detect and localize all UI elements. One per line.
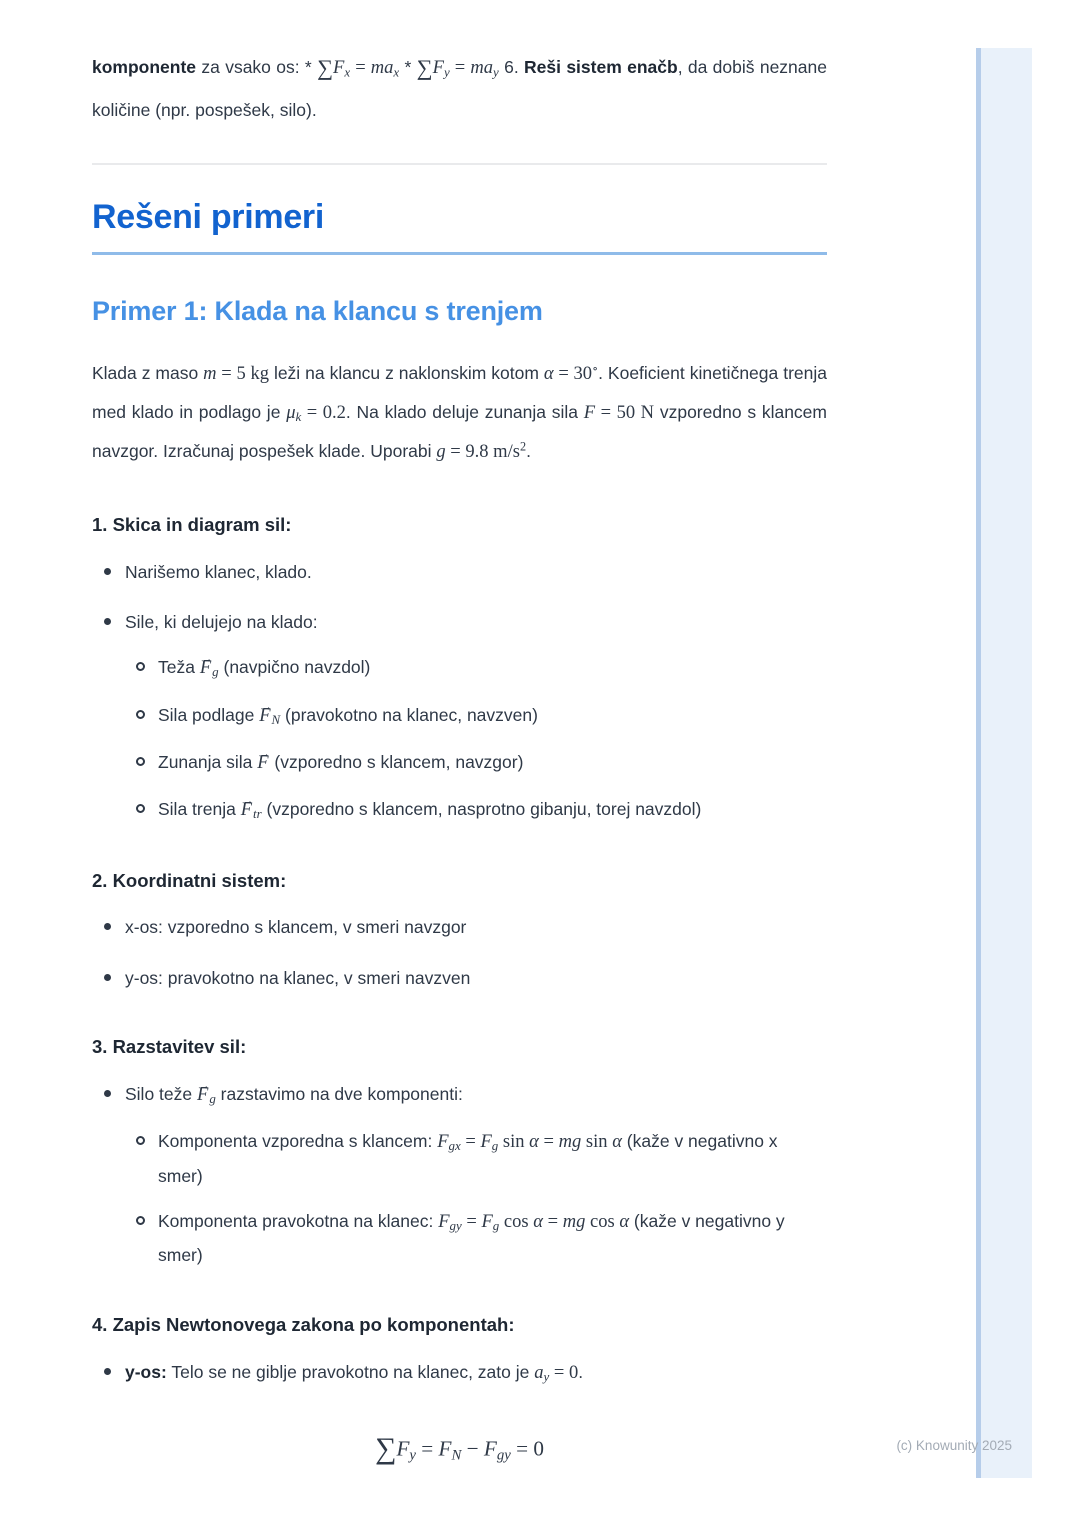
bullet-text: Sile, ki delujejo na klado: [125, 611, 318, 632]
document-content [92, 44, 827, 1466]
bullet-dot-icon [104, 923, 111, 930]
bullet-list [92, 911, 827, 994]
section-title: 4. Zapis Newtonovega zakona po komponentah: [92, 1313, 515, 1335]
intro-paragraph: komponente za vsako os: * ∑Fx = max * ∑Fy = may 6. Reši sistem enačb, da dobiš neznane količine (npr. pospešek, silo). [92, 55, 827, 120]
section-divider [92, 163, 827, 165]
bullet-item [92, 1078, 827, 1272]
sub-bullet-text: Komponenta pravokotna na klanec: Fgy = Fg cos α = mg cos α (kaže v negativno y smer) [158, 1211, 785, 1266]
sub-bullet-item [125, 699, 827, 733]
sub-bullet-list [125, 1125, 827, 1271]
bullet-list [92, 556, 827, 828]
bullet-circle-icon [136, 804, 145, 813]
bullet-circle-icon [136, 710, 145, 719]
page-title: Rešeni primeri [92, 197, 827, 256]
bullet-item [92, 911, 827, 943]
bullet-dot-icon [104, 568, 111, 575]
bullet-dot-icon [104, 974, 111, 981]
bullet-item [92, 1356, 827, 1390]
sub-bullet-list [125, 651, 827, 827]
bullet-text: y-os: pravokotno na klanec, v smeri navzven [125, 967, 471, 988]
example-title: Primer 1: Klada na klancu s trenjem [92, 296, 543, 327]
bullet-dot-icon [104, 1090, 111, 1097]
sub-bullet-text: Zunanja sila F → (vzporedno s klancem, navzgor) [158, 752, 523, 772]
bullet-list [92, 1356, 827, 1390]
bullet-list [92, 1078, 827, 1272]
bullet-text: y-os: Telo se ne giblje pravokotno na klanec, zato je ay = 0. [125, 1361, 584, 1384]
sub-bullet-item [125, 746, 827, 780]
bullet-circle-icon [136, 757, 145, 766]
section-title: 3. Razstavitev sil: [92, 1036, 247, 1058]
sub-bullet-text: Sila podlage F →N (pravokotno na klanec, navzven) [158, 705, 538, 725]
scrollbar-track[interactable] [976, 48, 1032, 1478]
section-title: 2. Koordinatni sistem: [92, 869, 287, 891]
bullet-circle-icon [136, 1136, 145, 1145]
sub-bullet-text: Teža F →g (navpično navzdol) [158, 657, 370, 677]
bullet-text: x-os: vzporedno s klancem, v smeri navzgor [125, 917, 467, 938]
bullet-circle-icon [136, 1216, 145, 1225]
sub-bullet-text: Sila trenja F →tr (vzporedno s klancem, nasprotno gibanju, torej navzdol) [158, 799, 701, 819]
bullet-item [92, 962, 827, 994]
bullet-text: Silo teže F →g razstavimo na dve komponenti: [125, 1084, 463, 1104]
sub-bullet-text: Komponenta vzporedna s klancem: Fgx = Fg sin α = mg sin α (kaže v negativno x smer) [158, 1131, 778, 1186]
bullet-circle-icon [136, 662, 145, 671]
sub-bullet-item [125, 793, 827, 827]
bullet-item [92, 556, 827, 588]
watermark: (c) Knowunity 2025 [896, 1438, 1012, 1453]
sections [92, 512, 827, 1390]
sub-bullet-item [125, 1205, 827, 1272]
bullet-dot-icon [104, 618, 111, 625]
sub-bullet-item [125, 1125, 827, 1192]
bullet-item [92, 606, 827, 828]
equation: ∑Fy = FN − Fgy = 0 [375, 1431, 544, 1465]
sub-bullet-item [125, 651, 827, 685]
bullet-dot-icon [104, 1368, 111, 1375]
section-title: 1. Skica in diagram sil: [92, 513, 292, 535]
problem-statement: Klada z maso m = 5 kg leži na klancu z naklonskim kotom α = 30∘. Koeficient kinetičnega trenja med klado in podlago je μk = 0.2. Na klado deluje zunanja sila F = 50 N vzporedno s klancem navzgor. Izračunaj pospešek klade. Uporabi g = 9.8 $m/s^2$. [92, 361, 827, 463]
bullet-text: Narišemo klanec, klado. [125, 561, 312, 582]
